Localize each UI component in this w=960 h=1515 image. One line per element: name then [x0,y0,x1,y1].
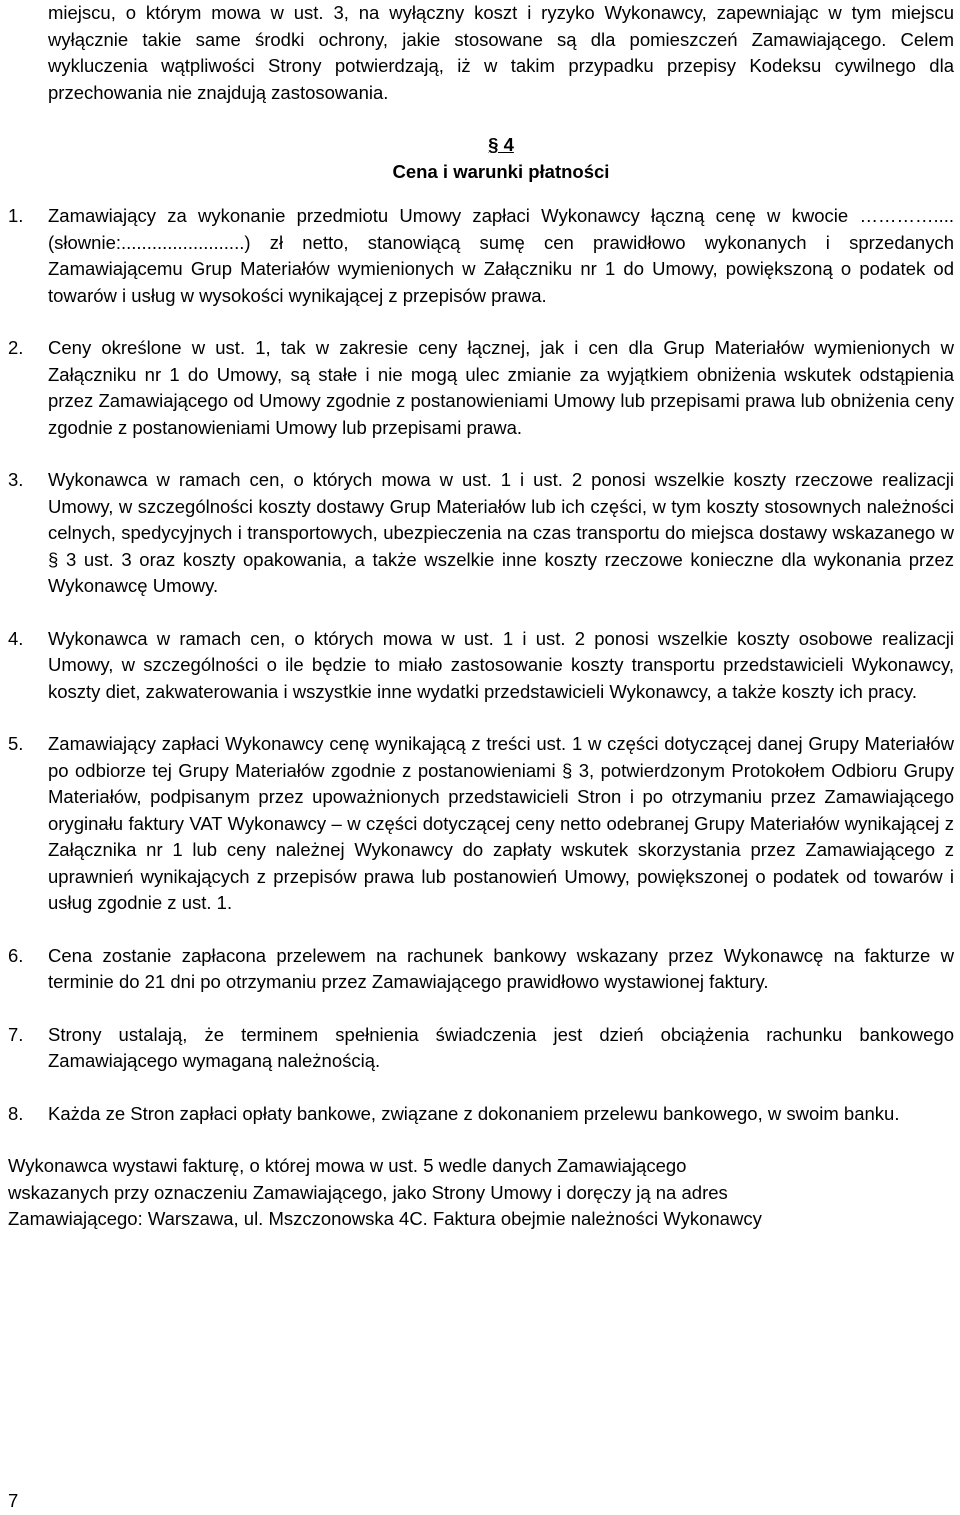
document-page [8,0,954,1233]
list-item-text: Strony ustalają, że terminem spełnienia świadczenia jest dzień obciążenia rachunku bankowego Zamawiającego wymaganą należnością. [48,1023,954,1071]
list-item-number: 4. [8,627,24,649]
list-item [8,626,954,706]
list-item-number: 8. [8,1102,24,1124]
list-item [8,1022,954,1075]
list-item-number: 2. [8,337,24,358]
list-item-text: Cena zostanie zapłacona przelewem na rachunek bankowy wskazany przez Wykonawcę na fakturze w terminie do 21 dni po otrzymaniu przez Zamawiającego prawidłowo wystawionej faktury. [48,944,954,992]
page-number: 7 [8,1490,19,1511]
section-title: Cena i warunki płatności [392,160,610,182]
list-item-text: Każda ze Stron zapłaci opłaty bankowe, związane z dokonaniem przelewu bankowego, w swoim banku. [48,1102,900,1124]
closing-line: wskazanych przy oznaczeniu Zamawiającego, jako Strony Umowy i doręczy ją na adres [8,1181,728,1203]
list-item-text: Zamawiający za wykonanie przedmiotu Umowy zapłaci Wykonawcy łączną cenę w kwocie ………….... (słownie:........................) zł netto, stanowiącą sumę cen prawidłowo wykonanych i sprzedanych Zamawiającemu Grup Materiałów wymienionych w Załączniku nr 1 do Umowy, powiększoną o podatek od towarów i usług w wysokości wynikającej z przepisów prawa. [48,205,954,306]
closing-line: Zamawiającego: Warszawa, ul. Mszczonowska 4C. Faktura obejmie należności Wykonawcy [8,1208,762,1229]
section-sign: § 4 [488,134,514,155]
list-item-number: 3. [8,469,24,490]
list-item [8,1101,954,1128]
list-item [8,943,954,996]
list-item-text: Zamawiający zapłaci Wykonawcy cenę wynikającą z treści ust. 1 w części dotyczącej danej Grupy Materiałów po odbiorze tej Grupy Materiałów zgodnie z postanowieniami § 3, potwierdzonym Protokołem Odbioru Grupy Materiałów, podpisanym przez upoważnionych przedstawicieli Stron i po otrzymaniu przez Zamawiającego oryginału faktury VAT Wykonawcy – w części dotyczącej ceny netto odebranej Grupy Materiałów wynikającej z Załącznika nr 1 lub ceny należnej Wykonawcy do zapłaty wskutek skorzystania przez Zamawiającego z uprawnień wynikających z przepisów prawa lub postanowień Umowy, powiększonej o podatek od towarów i usług zgodnie z ust. 1. [48,733,954,913]
list-item-number: 7. [8,1023,24,1045]
points-list [8,203,954,1127]
list-item-number: 5. [8,733,24,754]
list-item [8,467,954,600]
section-heading [48,132,954,185]
closing-line: Wykonawca wystawi fakturę, o której mowa w ust. 5 wedle danych Zamawiającego [8,1155,687,1176]
list-item [8,203,954,309]
list-item-number: 1. [8,205,24,226]
intro-paragraph: miejscu, o którym mowa w ust. 3, na wyłączny koszt i ryzyko Wykonawcy, zapewniając w tym miejscu wyłącznie takie same środki ochrony, jakie stosowane są dla pomieszczeń Zamawiającego. Celem wykluczenia wątpliwości Strony potwierdzają, iż w takim przypadku przepisy Kodeksu cywilnego dla przechowania nie znajdują zastosowania. [48,2,954,103]
list-item-number: 6. [8,944,24,966]
list-item-text: Ceny określone w ust. 1, tak w zakresie ceny łącznej, jak i cen dla Grup Materiałów wymienionych w Załączniku nr 1 do Umowy, są stałe i nie mogą ulec zmianie za wyjątkiem obniżenia wskutek odstąpienia przez Zamawiającego od Umowy zgodnie z postanowieniami Umowy lub przepisami prawa lub obniżenia ceny zgodnie z postanowieniami Umowy lub przepisami prawa. [48,337,954,438]
list-item-text: Wykonawca w ramach cen, o których mowa w ust. 1 i ust. 2 ponosi wszelkie koszty rzeczowe realizacji Umowy, w szczególności koszty dostawy Grup Materiałów lub ich części, w tym koszty stosownych należności celnych, spedycyjnych i transportowych, ubezpieczenia na czas transportu do miejsca dostawy wskazanego w § 3 ust. 3 oraz koszty opakowania, a także wszelkie inne koszty rzeczowe konieczne dla wykonania przez Wykonawcę Umowy. [48,469,954,596]
closing-paragraph [8,1153,954,1233]
list-item [8,335,954,441]
list-item-text: Wykonawca w ramach cen, o których mowa w ust. 1 i ust. 2 ponosi wszelkie koszty osobowe realizacji Umowy, w szczególności o ile będzie to miało zastosowanie koszty transportu przedstawicieli Wykonawcy, koszty diet, zakwaterowania i wszystkie inne wydatki przedstawicieli Wykonawcy, a także koszty ich pracy. [48,627,954,702]
list-item [8,731,954,917]
